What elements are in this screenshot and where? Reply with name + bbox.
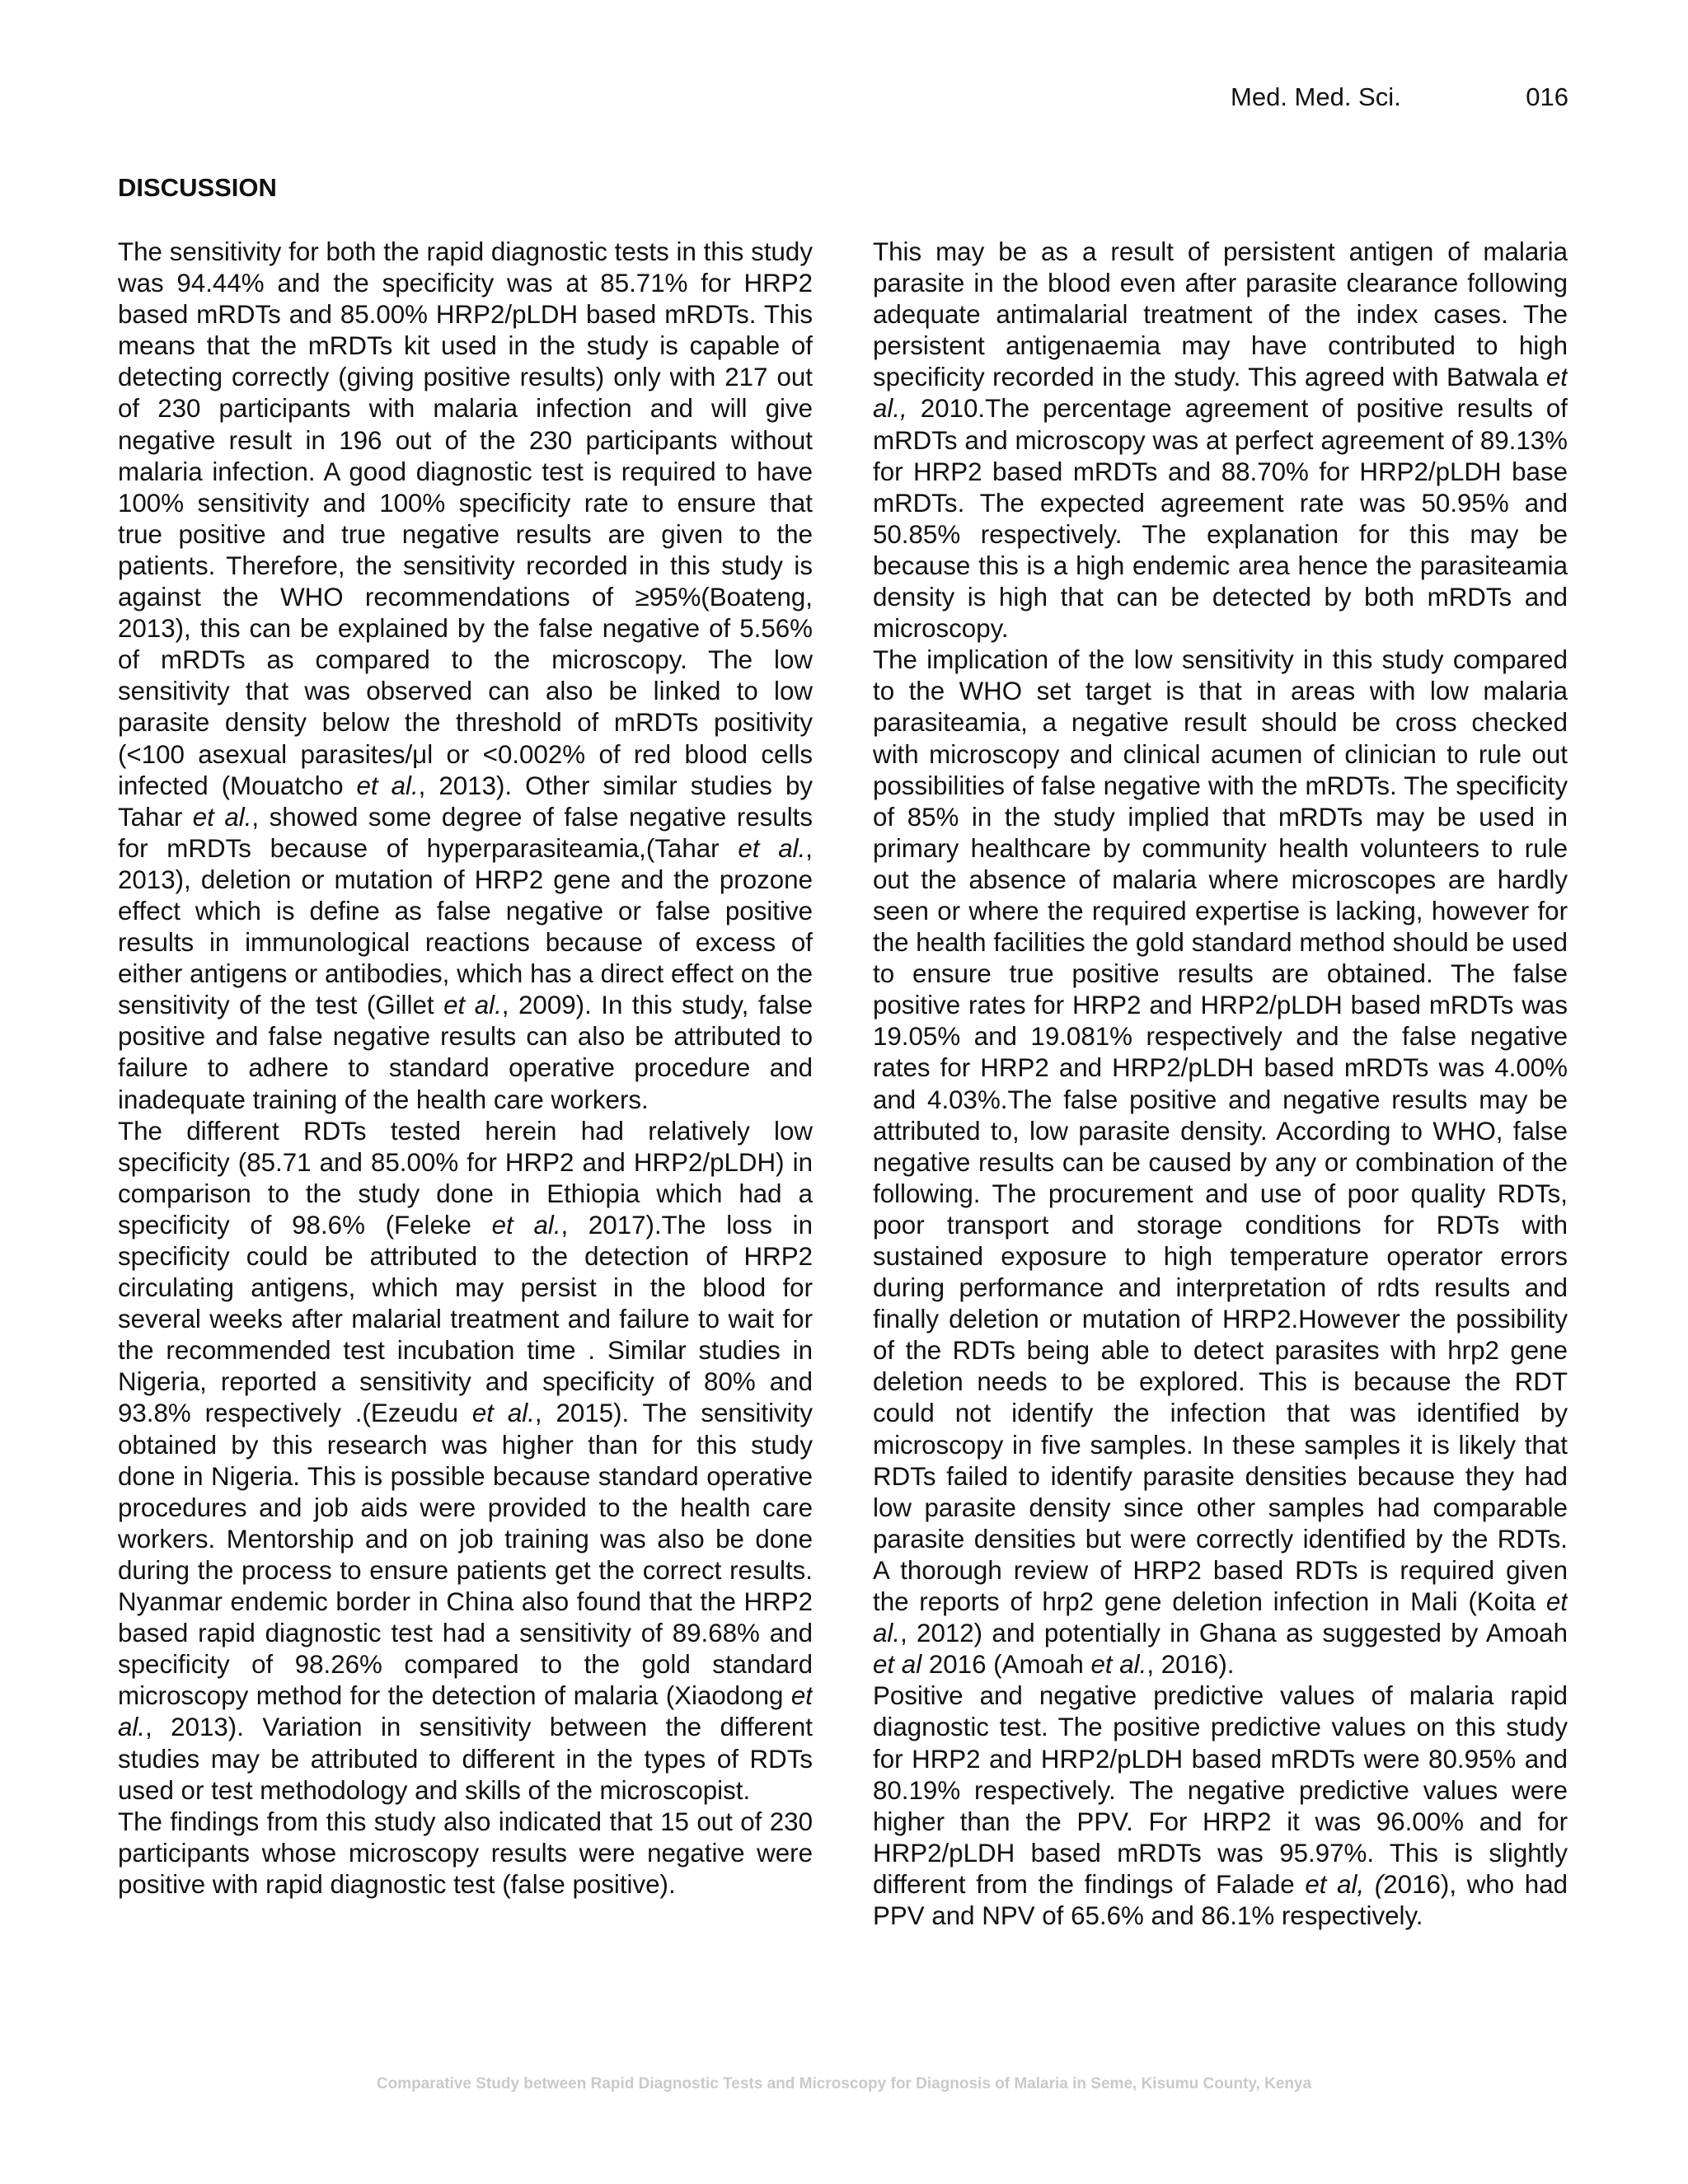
paragraph-text: The sensitivity for both the rapid diagnostic tests in this study was 94.44% and the specificity was at 85.71% for HRP2 based mRDTs and 85.00% HRP2/pLDH based mRDTs. This means that the mRDTs kit used in the study is capable of detecting correctly (giving positive results) only with 217 out of 230 participants with malaria infection and will give negative result in 196 out of the 230 participants without malaria infection. A good diagnostic test is required to have 100% sensitivity and 100% specificity rate to ensure that true positive and true negative results are given to the patients. Therefore, the sensitivity recorded in this study is against the WHO recommendations of ≥95%(Boateng, 2013), this can be explained by the false negative of 5.56% of mRDTs as compared to the microscopy. The low sensitivity that was observed can also be linked to low parasite density below the threshold of mRDTs positivity (<100 asexual parasites/μl or <0.002% of red blood cells infected (Mouatcho <box>118 237 813 800</box>
paragraph-text: , 2012) and potentially in Ghana as suggested by Amoah <box>900 1619 1568 1648</box>
italic-citation-text: et al., <box>873 363 1568 424</box>
page-number: 016 <box>1526 82 1568 111</box>
paragraph-text: The implication of the low sensitivity in this study compared to the WHO set target is that in areas with low malaria parasiteamia, a negative result should be cross checked with microscopy and clinical acumen of clinician to rule out possibilities of false negative with the mRDTs. The specificity of 85% in the study implied that mRDTs may be used in primary healthcare by community health volunteers to rule out the absence of malaria where microscopes are hardly seen or where the required expertise is lacking, however for the health facilities the gold standard method should be used to ensure true positive results are obtained. The false positive rates for HRP2 and HRP2/pLDH based mRDTs was 19.05% and 19.081% respectively and the false negative rates for HRP2 and HRP2/pLDH based mRDTs was 4.00% and 4.03%.The false positive and negative results may be attributed to, low parasite density. According to WHO, false negative results can be caused by any or combination of the following. The procurement and use of poor quality RDTs, poor transport and storage conditions for RDTs with sustained exposure to high temperature operator errors during performance and interpretation of rdts results and finally deletion or mutation of HRP2.However the possibility of the RDTs being able to detect parasites with hrp2 gene deletion needs to be explored. This is because the RDT could not identify the infection that was identified by microscopy in five samples. In these samples it is likely that RDTs failed to identify parasite densities because they had low parasite density since other samples had comparable parasite densities but were correctly identified by the RDTs. A thorough review of HRP2 based RDTs is required given the reports of hrp2 gene deletion infection in Mali (Koita <box>873 645 1568 1617</box>
body-paragraph <box>118 1807 813 1900</box>
italic-citation-text: et al. <box>738 833 806 863</box>
paragraph-text: , 2013). Other similar studies by Tahar <box>118 771 813 832</box>
paragraph-text: , 2013). Variation in sensitivity between the different studies may be attributed to different in the types of RDTs used or test methodology and skills of the microscopist. <box>118 1713 813 1805</box>
paragraph-text: , 2017).The loss in specificity could be attributed to the detection of HRP2 circulating antigens, which may persist in the blood for several weeks after malarial treatment and failure to wait for the recommended test incubation time . Similar studies in Nigeria, reported a sensitivity and specificity of 80% and 93.8% respectively .(Ezeudu <box>118 1210 813 1428</box>
footer-article-title: Comparative Study between Rapid Diagnostic Tests and Microscopy for Diagnosis of Malaria in Seme, Kisumu County, Kenya <box>376 2075 1312 2093</box>
right-column <box>873 237 1568 1996</box>
italic-citation-text: et al <box>873 1650 922 1680</box>
left-column <box>118 237 813 1996</box>
paragraph-text: , 2015). The sensitivity obtained by this research was higher than for this study done in Nigeria. This is possible because standard operative procedures and job aids were provided to the health care workers. Mentorship and on job training was also be done during the process to ensure patients get the correct results. Nyanmar endemic border in China also found that the HRP2 based rapid diagnostic test had a sensitivity of 89.68% and specificity of 98.26% compared to the gold standard microscopy method for the detection of malaria (Xiaodong <box>118 1399 813 1711</box>
italic-citation-text: et al. <box>491 1210 561 1240</box>
italic-citation-text: et al. <box>443 991 502 1020</box>
paragraph-text: , showed some degree of false negative results for mRDTs because of hyperparasiteamia,(Tahar <box>118 802 813 863</box>
body-paragraph <box>873 1680 1568 1932</box>
paragraph-text: 2016 (Amoah <box>921 1650 1091 1680</box>
paragraph-text: 2010.The percentage agreement of positive results of mRDTs and microscopy was at perfect agreement of 89.13% for HRP2 based mRDTs and 88.70% for HRP2/pLDH base mRDTs. The expected agreement rate was 50.95% and 50.85% respectively. The explanation for this may be because this is a high endemic area hence the parasiteamia density is high that can be detected by both mRDTs and microscopy. <box>873 394 1568 644</box>
italic-citation-text: et al. <box>192 802 252 832</box>
paragraph-text: , 2009). In this study, false positive and false negative results can also be attributed to failure to adhere to standard operative procedure and inadequate training of the health care workers. <box>118 991 813 1114</box>
body-paragraph <box>873 237 1568 644</box>
paragraph-text: 2016), who had PPV and NPV of 65.6% and 86.1% respectively. <box>873 1869 1568 1930</box>
paragraph-text: The findings from this study also indicated that 15 out of 230 participants whose microscopy results were negative were positive with rapid diagnostic test (false positive). <box>118 1807 813 1899</box>
paragraph-text: The different RDTs tested herein had relatively low specificity (85.71 and 85.00% for HRP2 and HRP2/pLDH) in comparison to the study done in Ethiopia which had a specificity of 98.6% (Feleke <box>118 1116 813 1240</box>
section-heading: DISCUSSION <box>118 173 277 202</box>
paragraph-text: , 2016). <box>1146 1650 1235 1680</box>
italic-citation-text: et al. <box>356 771 419 800</box>
running-header <box>1231 81 1568 114</box>
paragraph-text: Positive and negative predictive values of malaria rapid diagnostic test. The positive predictive values on this study for HRP2 and HRP2/pLDH based mRDTs were 80.95% and 80.19% respectively. The negative predictive values were higher than the PPV. For HRP2 it was 96.00% and for HRP2/pLDH based mRDTs was 95.97%. This is slightly different from the findings of Falade <box>873 1681 1568 1899</box>
journal-name: Med. Med. Sci. <box>1231 82 1401 111</box>
italic-citation-text: et al. <box>1090 1650 1147 1680</box>
italic-citation-text: et al. <box>118 1681 813 1742</box>
paragraph-text: , 2013), deletion or mutation of HRP2 gene and the prozone effect which is define as false negative or false positive results in immunological reactions because of excess of either antigens or antibodies, which has a direct effect on the sensitivity of the test (Gillet <box>118 833 813 1020</box>
italic-citation-text: et al, ( <box>1305 1869 1384 1899</box>
body-paragraph <box>873 644 1568 1680</box>
italic-citation-text: et al. <box>471 1399 535 1428</box>
body-paragraph <box>118 237 813 1116</box>
paragraph-text: This may be as a result of persistent antigen of malaria parasite in the blood even after parasite clearance following adequate antimalarial treatment of the index cases. The persistent antigenaemia may have contributed to high specificity recorded in the study. This agreed with Batwala <box>873 237 1568 392</box>
italic-citation-text: et al. <box>873 1587 1568 1648</box>
body-paragraph <box>118 1116 813 1807</box>
